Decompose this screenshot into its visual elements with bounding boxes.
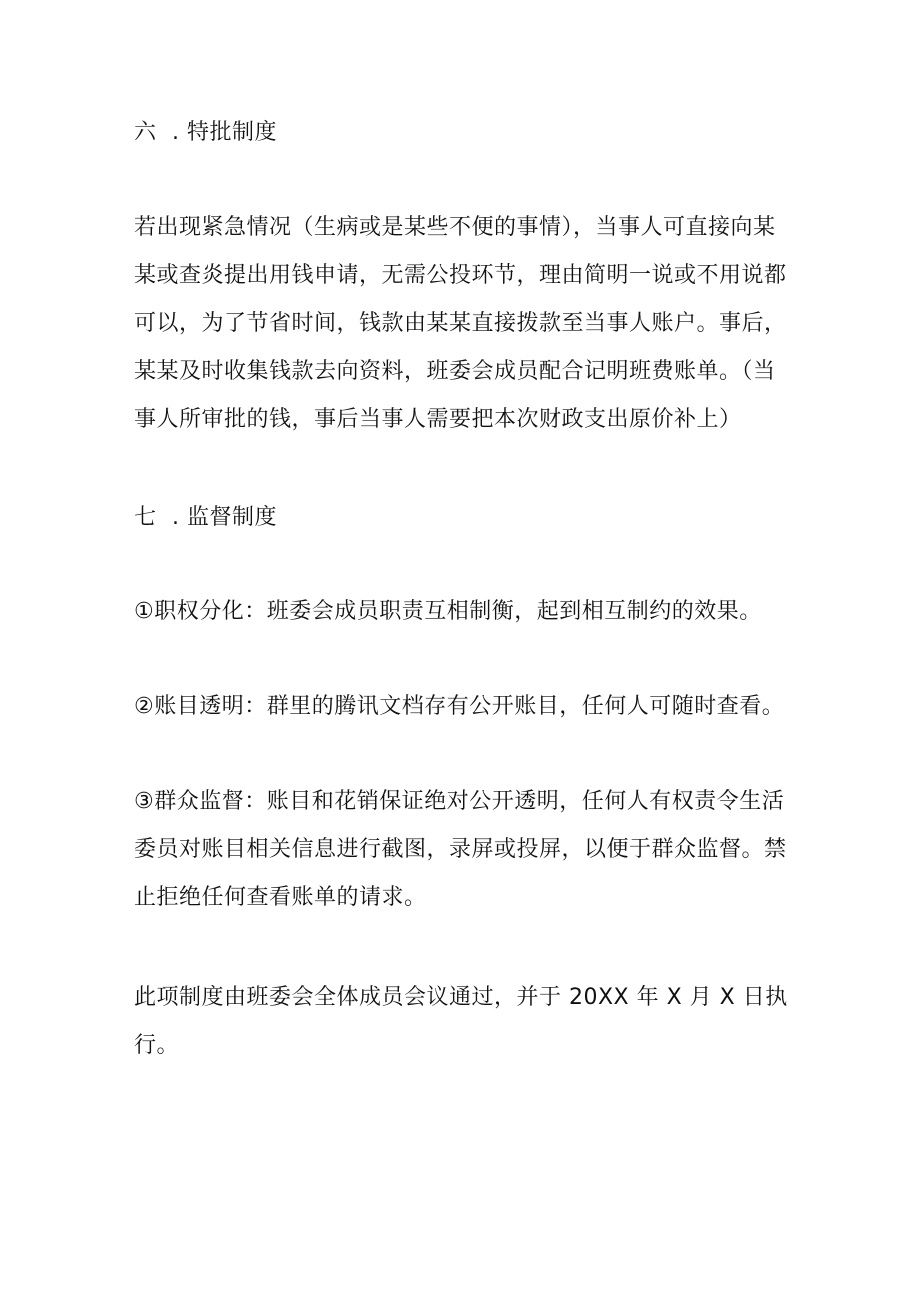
section-6-title: . 特批制度 [172, 120, 277, 145]
section-6-paragraph-line: 若出现紧急情况（生病或是某些不便的事情），当事人可直接向某 [134, 215, 776, 240]
supervision-item-3-line: ③群众监督：账目和花销保证绝对公开透明，任何人有权责令生活 [134, 789, 785, 814]
section-7-number: 七 [134, 505, 157, 530]
section-6-paragraph-line: 某某及时收集钱款去向资料，班委会成员配合记明班费账单。（当 [134, 359, 776, 384]
section-7-heading [134, 503, 277, 533]
section-6-paragraph-line: 事人所审批的钱，事后当事人需要把本次财政支出原价补上） [134, 407, 742, 432]
section-6-number: 六 [134, 120, 157, 145]
section-7-title: . 监督制度 [172, 505, 277, 530]
supervision-item-2: ②账目透明：群里的腾讯文档存有公开账目，任何人可随时查看。 [134, 694, 785, 719]
supervision-item-1: ①职权分化：班委会成员职责互相制衡，起到相互制约的效果。 [134, 599, 762, 624]
closing-statement-line: 行。 [134, 1033, 180, 1058]
supervision-item-3-line: 止拒绝任何查看账单的请求。 [134, 885, 427, 910]
closing-statement-line: 此项制度由班委会全体成员会议通过，并于 20XX 年 X 月 X 日执 [134, 985, 788, 1010]
section-6-heading [134, 118, 277, 148]
section-6-paragraph-line: 某或查炎提出用钱申请，无需公投环节，理由简明一说或不用说都 [134, 263, 787, 288]
supervision-item-3-line: 委员对账目相关信息进行截图，录屏或投屏，以便于群众监督。禁 [134, 837, 787, 862]
section-6-paragraph-line: 可以，为了节省时间，钱款由某某直接拨款至当事人账户。事后， [134, 311, 787, 336]
